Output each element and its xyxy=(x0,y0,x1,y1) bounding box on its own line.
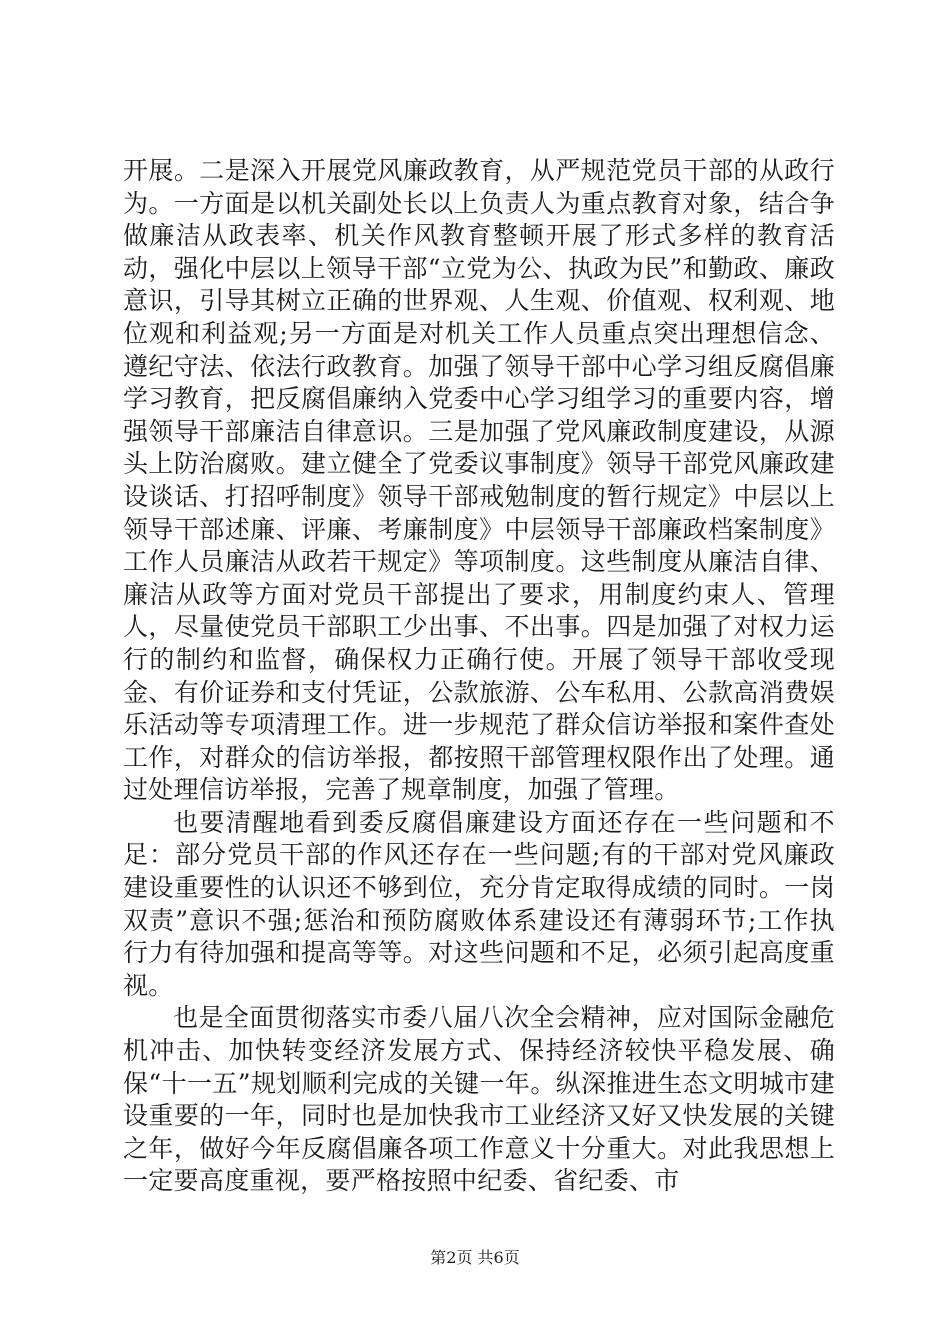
paragraph-3: 也是全面贯彻落实市委八届八次全会精神，应对国际金融危机冲击、加快转变经济发展方式、保持经济较快平稳发展、确保“十一五”规划顺利完成的关键一年。纵深推进生态文明城市建设重要的一年，同时也是加快我市工业经济又好又快发展的关键之年，做好今年反腐倡廉各项工作意义十分重大。对此我思想上一定要高度重视，要严格按照中纪委、省纪委、市 xyxy=(123,1003,835,1196)
paragraph-1: 开展。二是深入开展党风廉政教育，从严规范党员干部的从政行为。一方面是以机关副处长以上负责人为重点教育对象，结合争做廉洁从政表率、机关作风教育整顿开展了形式多样的教育活动，强化中层以上领导干部“立党为公、执政为民”和勤政、廉政意识，引导其树立正确的世界观、人生观、价值观、权利观、地位观和利益观;另一方面是对机关工作人员重点突出理想信念、遵纪守法、依法行政教育。加强了领导干部中心学习组反腐倡廉学习教育，把反腐倡廉纳入党委中心学习组学习的重要内容，增强领导干部廉洁自律意识。三是加强了党风廉政制度建设，从源头上防治腐败。建立健全了党委议事制度》领导干部党风廉政建设谈话、打招呼制度》领导干部戒勉制度的暂行规定》中层以上领导干部述廉、评廉、考廉制度》中层领导干部廉政档案制度》工作人员廉洁从政若干规定》等项制度。这些制度从廉洁自律、廉洁从政等方面对党员干部提出了要求，用制度约束人、管理人，尽量使党员干部职工少出事、不出事。四是加强了对权力运行的制约和监督，确保权力正确行使。开展了领导干部收受现金、有价证券和支付凭证，公款旅游、公车私用、公款高消费娱乐活动等专项清理工作。进一步规范了群众信访举报和案件查处工作，对群众的信访举报，都按照干部管理权限作出了处理。通过处理信访举报，完善了规章制度，加强了管理。 xyxy=(123,156,835,805)
paragraph-2: 也要清醒地看到委反腐倡廉建设方面还存在一些问题和不足：部分党员干部的作风还存在一些问题;有的干部对党风廉政建设重要性的认识还不够到位，充分肯定取得成绩的同时。一岗双责”意识不强;惩治和预防腐败体系建设还有薄弱环节;工作执行力有待加强和提高等等。对这些问题和不足，必须引起高度重视。 xyxy=(123,807,835,1000)
page-number-footer: 第2页 共6页 xyxy=(430,1248,520,1267)
body-text xyxy=(123,155,835,1198)
